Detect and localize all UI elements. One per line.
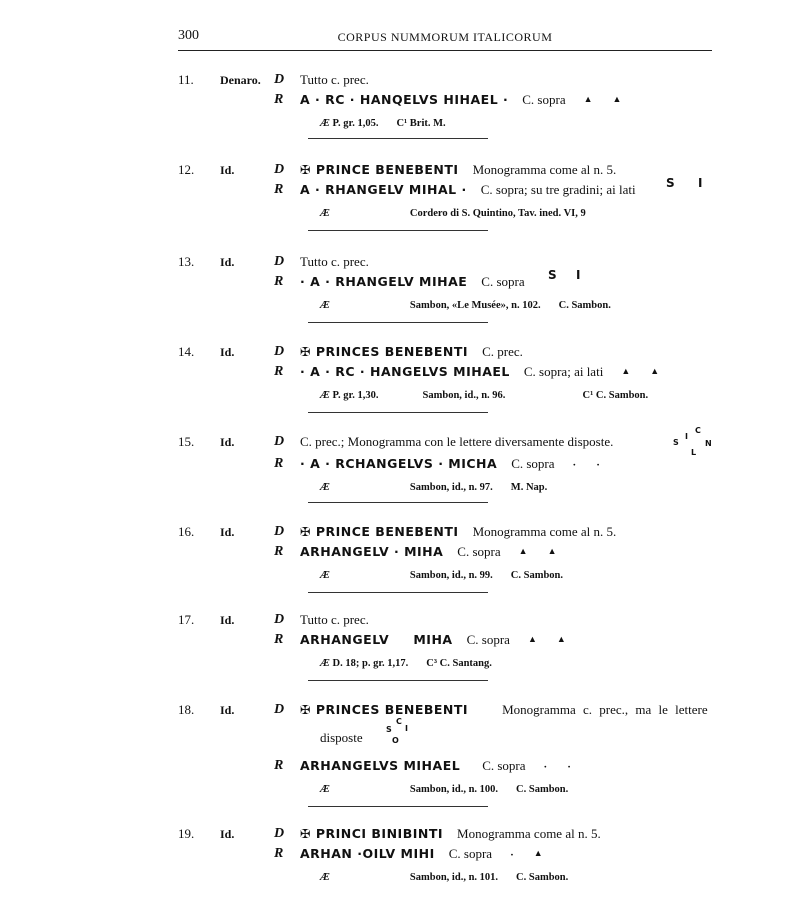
entry-number: 16. bbox=[178, 524, 195, 539]
reverse-line bbox=[300, 92, 631, 108]
reverse-description: C. sopra bbox=[481, 274, 525, 289]
obverse-legend: ✠ PRINCI BINIBINTI bbox=[300, 826, 444, 841]
reverse-mark: R bbox=[274, 364, 284, 379]
entry-number: 11. bbox=[178, 72, 194, 87]
obverse-legend: ✠ PRINCES BENEBENTI bbox=[300, 344, 469, 359]
catalog-entry-13 bbox=[178, 254, 738, 324]
reverse-line bbox=[300, 632, 576, 648]
obverse-description: Monogramma come al n. 5. bbox=[472, 162, 617, 177]
entry-separator bbox=[308, 806, 488, 807]
pellet-icon: ▲ bbox=[527, 634, 537, 644]
pellet-icon: ▲ bbox=[583, 94, 593, 104]
monogram-letter: I bbox=[405, 724, 408, 733]
obverse-description: Tutto c. prec. bbox=[300, 612, 369, 627]
reverse-mark: R bbox=[274, 632, 284, 647]
obverse-line bbox=[300, 344, 531, 360]
reverse-description: C. sopra bbox=[511, 456, 555, 471]
entry-number: 15. bbox=[178, 434, 195, 449]
reverse-mark: R bbox=[274, 274, 284, 289]
pellet-icon: ▲ bbox=[518, 546, 528, 556]
catalog-entry-19 bbox=[178, 826, 738, 896]
obverse-mark: D bbox=[274, 72, 285, 87]
metadata-line bbox=[320, 390, 648, 401]
reference: Cordero di S. Quintino, Tav. ined. VI, 9 bbox=[409, 208, 586, 219]
reverse-mark: R bbox=[274, 456, 284, 471]
reference: Sambon, id., n. 100. bbox=[409, 784, 499, 795]
reverse-description: C. sopra bbox=[522, 92, 566, 107]
denomination: Id. bbox=[220, 345, 235, 359]
reverse-legend: · A · RHANGELV MIHAE bbox=[300, 274, 468, 289]
metadata-line bbox=[320, 784, 568, 795]
obverse-line bbox=[300, 162, 624, 178]
reverse-line bbox=[300, 274, 533, 290]
denomination: Id. bbox=[220, 255, 235, 269]
metadata-line bbox=[320, 118, 446, 129]
pellet-icon: ▲ bbox=[621, 366, 631, 376]
obverse-mark: D bbox=[274, 434, 285, 449]
side-letter-s: S bbox=[666, 176, 675, 190]
metal-symbol: Æ bbox=[320, 784, 330, 795]
side-letter-i: I bbox=[698, 176, 703, 190]
obverse-description: Monogramma come al n. 5. bbox=[457, 826, 601, 841]
collection: C¹ Brit. M. bbox=[396, 118, 446, 129]
page-header bbox=[178, 22, 712, 52]
metal-symbol: Æ bbox=[320, 118, 330, 129]
reverse-line bbox=[300, 846, 553, 862]
reverse-line bbox=[300, 758, 581, 774]
reverse-legend: A · RC · HANQELVS HIHAEL · bbox=[300, 92, 509, 107]
denomination: Id. bbox=[220, 163, 235, 177]
metadata-line bbox=[320, 658, 492, 669]
weight: D. 18; p. gr. 1,17. bbox=[332, 658, 409, 669]
page-number: 300 bbox=[178, 28, 199, 43]
metal-symbol: Æ bbox=[320, 872, 330, 883]
reverse-line bbox=[300, 456, 610, 472]
collection: C. Sambon. bbox=[516, 872, 569, 883]
reference: Sambon, id., n. 97. bbox=[409, 482, 493, 493]
denomination: Id. bbox=[220, 525, 235, 539]
side-letter-s: S bbox=[548, 268, 557, 282]
collection: M. Nap. bbox=[510, 482, 548, 493]
monogram-letter: N bbox=[705, 439, 712, 448]
entry-number: 18. bbox=[178, 702, 195, 717]
obverse-description: Tutto c. prec. bbox=[300, 254, 369, 269]
metal-symbol: Æ bbox=[320, 482, 330, 493]
obverse-description: Monogramma come al n. 5. bbox=[472, 524, 617, 539]
reverse-description: C. sopra bbox=[448, 846, 493, 861]
obverse-description: Tutto c. prec. bbox=[300, 72, 369, 87]
reverse-legend: ARHANGELV MIHA bbox=[300, 632, 453, 647]
reverse-description: C. sopra; su tre gradini; ai lati bbox=[480, 182, 636, 197]
collection: C³ C. Santang. bbox=[426, 658, 492, 669]
catalog-entry-17 bbox=[178, 612, 738, 682]
obverse-mark: D bbox=[274, 254, 285, 269]
entry-separator bbox=[308, 412, 488, 413]
monogram-letter: L bbox=[691, 448, 697, 457]
reverse-line bbox=[300, 364, 669, 380]
metadata-line bbox=[320, 300, 611, 311]
reverse-mark: R bbox=[274, 92, 284, 107]
reverse-legend: ARHANGELV · MIHA bbox=[300, 544, 444, 559]
catalog-entry-11 bbox=[178, 72, 738, 142]
monogram-letter: S bbox=[673, 438, 679, 447]
obverse-line bbox=[300, 524, 624, 540]
denomination: Id. bbox=[220, 827, 235, 841]
weight: P. gr. 1,30. bbox=[332, 390, 379, 401]
obverse-mark: D bbox=[274, 162, 285, 177]
collection: C. Sambon. bbox=[516, 784, 569, 795]
obverse-mark: D bbox=[274, 344, 285, 359]
entry-number: 12. bbox=[178, 162, 195, 177]
obverse-description: C. prec.; Monogramma con le lettere diversamente disposte. bbox=[300, 434, 614, 449]
pellet-icon: ▲ bbox=[650, 366, 660, 376]
monogram-letter: O bbox=[392, 736, 399, 745]
entry-separator bbox=[308, 680, 488, 681]
monogram-letter: C bbox=[695, 426, 701, 435]
entry-separator bbox=[308, 322, 488, 323]
obverse-mark: D bbox=[274, 524, 285, 539]
side-letter-i: I bbox=[576, 268, 581, 282]
metal-symbol: Æ bbox=[320, 390, 330, 401]
obverse-legend: ✠ PRINCES BENEBENTI bbox=[300, 702, 469, 717]
metal-symbol: Æ bbox=[320, 658, 330, 669]
obverse-description: C. prec. bbox=[482, 344, 523, 359]
obverse-legend: ✠ PRINCE BENEBENTI bbox=[300, 162, 459, 177]
reverse-legend: A · RHANGELV MIHAL · bbox=[300, 182, 467, 197]
metal-symbol: Æ bbox=[320, 208, 330, 219]
collection: C¹ C. Sambon. bbox=[582, 390, 649, 401]
entry-number: 19. bbox=[178, 826, 195, 841]
denomination: Id. bbox=[220, 703, 235, 717]
reverse-legend: ARHANGELVS MIHAEL bbox=[300, 758, 461, 773]
metal-symbol: Æ bbox=[320, 300, 330, 311]
monogram-letter: C bbox=[396, 717, 402, 726]
reverse-legend: · A · RCHANGELVS · MICHA bbox=[300, 456, 498, 471]
reverse-line bbox=[300, 182, 644, 198]
reverse-description: C. sopra; ai lati bbox=[523, 364, 604, 379]
catalog-entry-15 bbox=[178, 426, 738, 504]
reference: Sambon, id., n. 99. bbox=[409, 570, 493, 581]
catalog-entry-18 bbox=[178, 702, 738, 812]
metadata-line bbox=[320, 872, 568, 883]
entry-separator bbox=[308, 502, 488, 503]
reverse-legend: ARHAN ·OILV MIHI bbox=[300, 846, 435, 861]
collection: C. Sambon. bbox=[510, 570, 564, 581]
pellet-icon: · bbox=[543, 761, 548, 773]
entry-number: 14. bbox=[178, 344, 195, 359]
entry-separator bbox=[308, 138, 488, 139]
reverse-mark: R bbox=[274, 846, 284, 861]
metadata-line bbox=[320, 570, 563, 581]
pellet-icon: · bbox=[596, 459, 600, 471]
obverse-line bbox=[300, 702, 716, 718]
obverse-line bbox=[300, 826, 609, 842]
monogram-letter: I bbox=[685, 432, 688, 441]
obverse-legend: ✠ PRINCE BENEBENTI bbox=[300, 524, 459, 539]
pellet-icon: ▲ bbox=[556, 634, 566, 644]
entry-number: 13. bbox=[178, 254, 195, 269]
obverse-description-cont: disposte bbox=[320, 730, 363, 745]
pellet-icon: · bbox=[567, 761, 571, 773]
pellet-icon: · bbox=[510, 849, 514, 861]
obverse-mark: D bbox=[274, 826, 285, 841]
reverse-description: C. sopra bbox=[482, 758, 526, 773]
reference: Sambon, id., n. 96. bbox=[422, 390, 506, 401]
metal-symbol: Æ bbox=[320, 570, 330, 581]
reverse-mark: R bbox=[274, 182, 284, 197]
reverse-description: C. sopra bbox=[466, 632, 510, 647]
reverse-mark: R bbox=[274, 544, 284, 559]
monogram-letter: S bbox=[386, 725, 392, 734]
denomination: Denaro. bbox=[220, 73, 261, 87]
pellet-icon: ▲ bbox=[612, 94, 622, 104]
denomination: Id. bbox=[220, 435, 235, 449]
running-title: CORPUS NUMMORUM ITALICORUM bbox=[337, 30, 553, 44]
obverse-mark: D bbox=[274, 612, 285, 627]
entry-separator bbox=[308, 230, 488, 231]
entry-separator bbox=[308, 592, 488, 593]
pellet-icon: · bbox=[572, 459, 577, 471]
catalog-entry-12 bbox=[178, 162, 738, 232]
entry-number: 17. bbox=[178, 612, 195, 627]
pellet-icon: ▲ bbox=[547, 546, 557, 556]
pellet-icon: ▲ bbox=[533, 848, 543, 858]
reference: Sambon, «Le Musée», n. 102. bbox=[409, 300, 541, 311]
obverse-mark: D bbox=[274, 702, 285, 717]
weight: P. gr. 1,05. bbox=[332, 118, 379, 129]
catalog-entry-16 bbox=[178, 524, 738, 594]
reverse-mark: R bbox=[274, 758, 284, 773]
catalog-entry-14 bbox=[178, 344, 738, 414]
metadata-line bbox=[320, 208, 586, 219]
reverse-line bbox=[300, 544, 566, 560]
obverse-description: Monogramma c. prec., ma le lettere bbox=[502, 702, 708, 717]
metadata-line bbox=[320, 482, 547, 493]
denomination: Id. bbox=[220, 613, 235, 627]
reverse-description: C. sopra bbox=[457, 544, 501, 559]
collection: C. Sambon. bbox=[558, 300, 611, 311]
reverse-legend: · A · RC · HANGELVS MIHAEL bbox=[300, 364, 510, 379]
header-rule bbox=[178, 50, 712, 51]
reference: Sambon, id., n. 101. bbox=[409, 872, 499, 883]
